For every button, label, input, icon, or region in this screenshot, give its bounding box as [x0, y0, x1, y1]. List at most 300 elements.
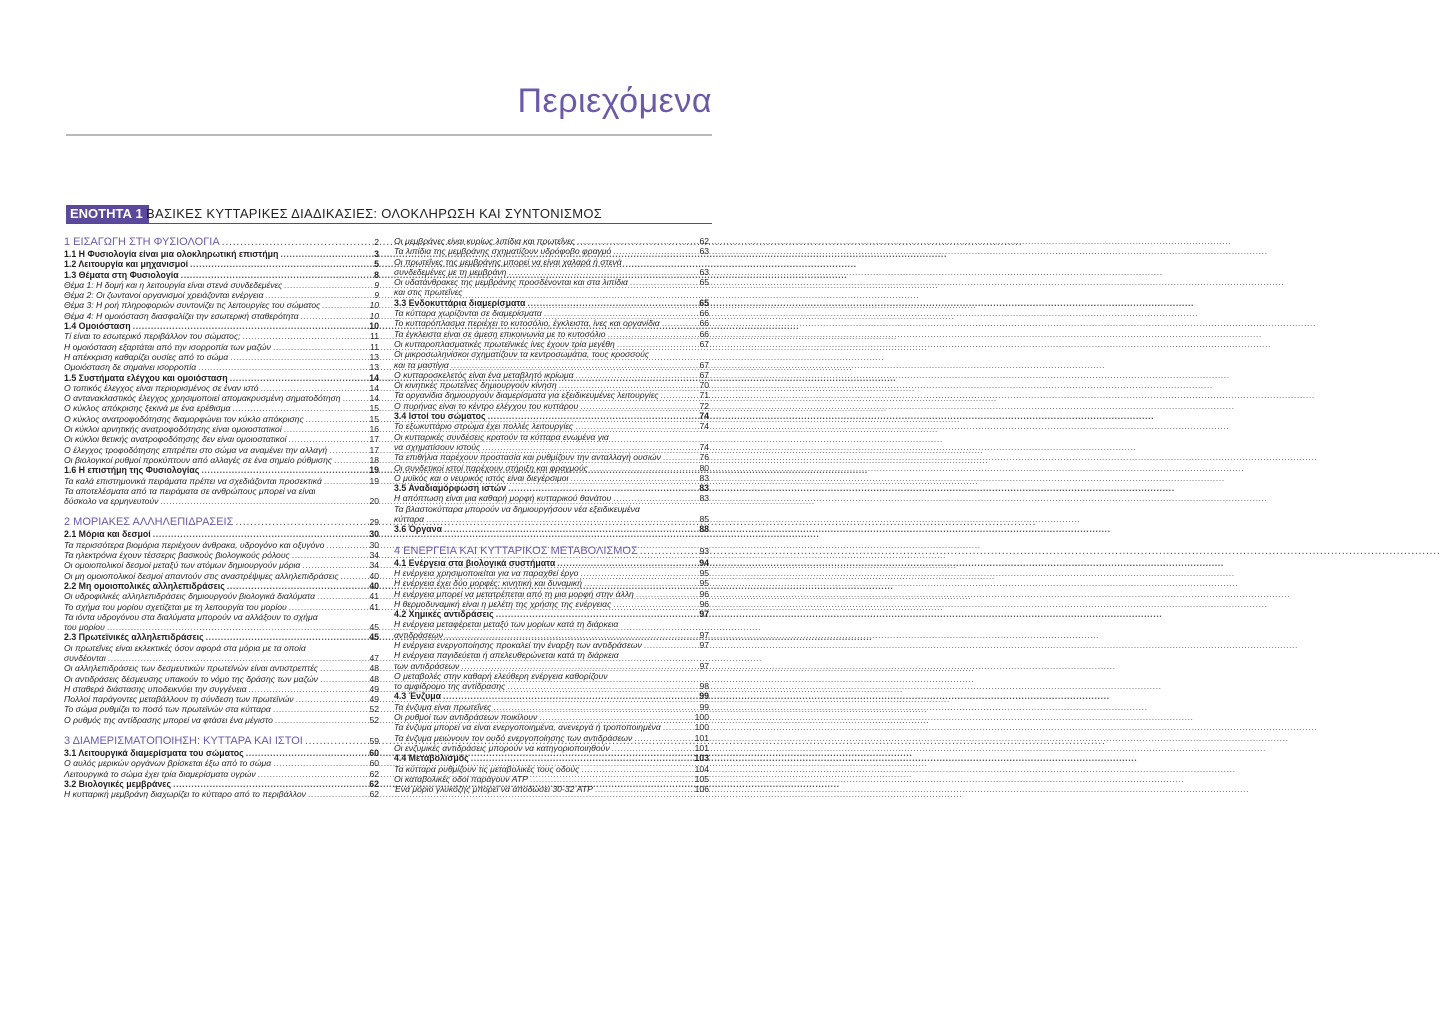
toc-entry-title: Οι μη ομοιοπολικοί δεσμοί απαντούν στις αναστρέψιμες αλληλεπιδράσεις: [64, 570, 339, 581]
toc-entry-page: 41: [369, 591, 379, 602]
dot-leader: [294, 694, 361, 704]
toc-entry-title: Τα κύτταρα χωρίζονται σε διαμερίσματα: [394, 308, 542, 319]
toc-entry-title: 4.4 Μεταβολισμός: [394, 753, 469, 764]
toc-entry-title: 4 ΕΝΕΡΓΕΙΑ ΚΑΙ ΚΥΤΤΑΡΙΚΟΣ ΜΕΤΑΒΟΛΙΣΜΟΣ: [394, 544, 638, 557]
toc-entry-section: [64, 529, 379, 539]
dot-leader: [303, 735, 361, 748]
toc-entry-page: 19: [369, 465, 379, 476]
dot-leader: [256, 769, 361, 779]
toc-entry-title: Η ενέργεια έχει δύο μορφές: κινητική και δυναμική: [394, 578, 582, 589]
toc-entry-sub: [394, 681, 709, 691]
toc-entry-title: Τα περισσότερα βιομόρια περιέχουν άνθρακα, υδρογόνο και οξυγόνο: [64, 539, 325, 550]
toc-entry-page: 34: [369, 550, 379, 561]
dot-leader: [278, 249, 361, 259]
toc-entry-title: Η κυτταρική μεμβράνη διαχωρίζει το κύτταρο από το περιβάλλον: [64, 789, 306, 800]
toc-entry-title: Τα ένζυμα μειώνουν τον ουδό ενεργοποίησης των αντιδράσεων: [394, 732, 633, 743]
toc-entry-title: Οι μικροσωληνίσκοι σχηματίζουν τα κεντροσωμάτια, τους κροσσούς: [394, 349, 650, 360]
toc-entry-title: Οι καταβολικές οδοί παράγουν ATP: [394, 773, 528, 784]
toc-entry-title: 2.1 Μόρια και δεσμοί: [64, 529, 151, 540]
toc-entry-title: Η θερμοδυναμική είναι η μελέτη της χρήσης της ενέργειας: [394, 598, 612, 609]
toc-entry-page: 40: [369, 570, 379, 581]
toc-entry-title: Οι ενζυμικές αντιδράσεις μπορούν να κατηγοριοποιηθούν: [394, 742, 610, 753]
toc-entry-title: 4.3 Ένζυμα: [394, 691, 442, 702]
dot-leader: [273, 715, 361, 725]
toc-entry-title: Τα ηλεκτρόνια έχουν τέσσερις βασικούς βιολογικούς ρόλους: [64, 550, 290, 561]
dot-leader: [525, 298, 691, 308]
toc-entry-title: αντιδράσεων: [394, 629, 443, 640]
toc-entry-page: 59: [369, 736, 379, 747]
toc-entry-sub: [394, 267, 709, 277]
toc-entry-sub: [64, 455, 379, 465]
toc-entry-sub: [394, 671, 709, 681]
toc-entry-sub: [394, 339, 709, 349]
toc-entry-sub: [64, 674, 379, 684]
toc-entry-title: Ο κύκλος απόκρισης ξεκινά με ένα ερέθισμα: [64, 403, 231, 414]
toc-entry-section: [64, 270, 379, 280]
dot-leader: [441, 691, 691, 701]
dot-leader: [486, 411, 691, 421]
toc-entry-title: 4.1 Ενέργεια στα βιολογικά συστήματα: [394, 557, 556, 568]
toc-entry-sub: [64, 612, 379, 622]
toc-entry-section: [64, 748, 379, 758]
toc-entry-title: Οι ρυθμοί των αντιδράσεων ποικίλουν: [394, 712, 538, 723]
toc-entry-title: Θέμα 1: Η δομή και η λειτουργία είναι στενά συνδεδεμένες: [64, 279, 283, 290]
toc-entry-title: Τα αποτελέσματα από τα πειράματα σε ανθρώπους μπορεί να είναι: [64, 485, 316, 496]
toc-entry-title: Οι πρωτεΐνες της μεμβράνης μπορεί να είναι χαλαρά ή στενά: [394, 256, 622, 267]
toc-entry-title: 1.1 Η Φυσιολογία είναι μια ολοκληρωτική επιστήμη: [64, 249, 279, 259]
dot-leader: [573, 370, 691, 380]
toc-entry-sub: [394, 640, 709, 650]
toc-entry-title: Τα ιόντα υδρογόνου στα διαλύματα μπορούν να αλλάξουν το σχήμα: [64, 611, 318, 622]
toc-entry-section: [394, 609, 709, 619]
toc-entry-page: 93: [699, 545, 709, 556]
toc-entry-page: 96: [699, 588, 709, 599]
dot-leader: [341, 393, 361, 403]
dot-leader: [228, 352, 361, 362]
toc-entry-title: Τα ένζυμα μπορεί να είναι ενεργοποιημένα, ανενεργά ή τροποποιημένα: [394, 722, 661, 733]
dot-leader: [449, 360, 691, 370]
toc-entry-title: Τί είναι το εσωτερικό περιβάλλον του σώματος;: [64, 331, 241, 342]
toc-entry-page: 15: [369, 413, 379, 424]
dot-leader: [459, 661, 691, 671]
toc-entry-chapter: [64, 516, 379, 529]
toc-entry-title: Τα ένζυμα είναι πρωτεΐνες: [394, 701, 492, 712]
toc-entry-sub: [394, 774, 709, 784]
toc-entry-page: 72: [699, 400, 709, 411]
toc-entry-page: 97: [699, 629, 709, 640]
toc-entry-sub: [64, 362, 379, 372]
toc-entry-page: 40: [369, 580, 379, 591]
dot-leader: [282, 424, 361, 434]
toc-entry-title: Τα κύτταρα ρυθμίζουν τις μεταβολικές τους οδούς: [394, 763, 580, 774]
dot-leader: [158, 496, 361, 506]
toc-entry-page: 101: [694, 742, 709, 753]
unit-header: [66, 205, 712, 224]
toc-entry-page: 97: [699, 609, 709, 620]
toc-entry-page: 49: [369, 683, 379, 694]
dot-leader: [259, 383, 361, 393]
dot-leader: [306, 789, 361, 799]
toc-entry-sub: [394, 702, 709, 712]
toc-entry-title: Ένα μόριο γλυκόζης μπορεί να αποδώσει 30-32 ATP: [394, 784, 593, 795]
toc-entry-sub: [394, 390, 709, 400]
toc-entry-title: Η απέκκριση καθαρίζει ουσίες από το σώμα: [64, 351, 229, 362]
toc-entry-sub: [64, 486, 379, 496]
toc-entry-title: 2 ΜΟΡΙΑΚΕΣ ΑΛΛΗΛΕΠΙΔΡΑΣΕΙΣ: [64, 516, 234, 529]
toc-entry-title: 3.5 Αναδιαμόρφωση ιστών: [394, 483, 507, 494]
toc-entry-page: 47: [369, 652, 379, 663]
toc-entry-title: 3.1 Λειτουργικά διαμερίσματα του σώματος: [64, 748, 244, 759]
dot-leader: [151, 529, 361, 539]
toc-entry-page: 10: [369, 310, 379, 321]
toc-entry-title: Τα καλά επιστημονικά πειράματα πρέπει να σχεδιάζονται προσεκτικά: [64, 475, 322, 486]
toc-entry-title: Τα λιπίδια της μεμβράνης σχηματίζουν υδρόφοβο φραγμό: [394, 246, 612, 257]
toc-entry-chapter: [394, 545, 709, 558]
dot-leader: [320, 300, 361, 310]
dot-leader: [642, 640, 691, 650]
toc-entry-title: δύσκολο να ερμηνευτούν: [64, 496, 159, 507]
toc-entry-sub: [394, 452, 709, 462]
toc-entry-sub: [64, 550, 379, 560]
toc-entry-page: 45: [369, 622, 379, 633]
toc-entry-page: 67: [699, 338, 709, 349]
toc-entry-sub: [394, 329, 709, 339]
toc-entry-sub: [394, 650, 709, 660]
toc-entry-page: 41: [369, 601, 379, 612]
toc-entry-page: 16: [369, 424, 379, 435]
toc-entry-title: Θέμα 4: Η ομοιόσταση διασφαλίζει την εσωτερική σταθερότητα: [64, 310, 299, 321]
dot-leader: [542, 308, 691, 318]
toc-entry-title: 1.4 Ομοιόσταση: [64, 321, 131, 332]
dot-leader: [632, 733, 691, 743]
toc-entry-title: Ομοιόσταση δε σημαίνει ισορροπία: [64, 362, 197, 373]
toc-entry-title: Ο τοπικός έλεγχος είναι περιορισμένος σε έναν ιστό: [64, 382, 259, 393]
dot-leader: [247, 684, 361, 694]
toc-entry-title: 4.2 Χημικές αντιδράσεις: [394, 609, 494, 620]
toc-entry-sub: [394, 370, 709, 380]
dot-leader: [271, 704, 361, 714]
toc-entry-page: 30: [369, 529, 379, 540]
toc-entry-title: Η ενέργεια χρησιμοποιείται για να παραχθεί έργο: [394, 567, 579, 578]
toc-entry-page: 62: [699, 236, 709, 246]
dot-leader: [575, 236, 691, 246]
toc-entry-page: 104: [694, 763, 709, 774]
toc-entry-page: 97: [699, 639, 709, 650]
dot-leader: [299, 311, 361, 321]
toc-entry-section: [394, 298, 709, 308]
toc-entry-title: Η ενέργεια παγιδεύεται ή απελευθερώνεται κατά τη διάρκεια: [394, 650, 619, 661]
toc-entry-page: 63: [699, 246, 709, 257]
toc-entry-page: 18: [369, 454, 379, 465]
dot-leader: [300, 560, 361, 570]
toc-entry-sub: [394, 493, 709, 503]
dot-leader: [506, 483, 691, 493]
dot-leader: [263, 290, 361, 300]
dot-leader: [660, 318, 691, 328]
dot-leader: [611, 246, 691, 256]
dot-leader: [579, 764, 691, 774]
toc-entry-sub: [64, 704, 379, 714]
dot-leader: [628, 277, 691, 287]
toc-entry-page: 70: [699, 380, 709, 391]
toc-entry-title: Θέμα 2: Οι ζωντανοί οργανισμοί χρειάζονται ενέργεια: [64, 290, 264, 301]
toc-entry-page: 52: [369, 704, 379, 715]
toc-entry-title: Ο αντανακλαστικός έλεγχος χρησιμοποιεί απομακρυσμένη σηματοδότηση: [64, 393, 341, 404]
toc-entry-page: 65: [699, 297, 709, 308]
toc-entry-sub: [394, 589, 709, 599]
toc-entry-title: 2.3 Πρωτεϊνικές αλληλεπιδράσεις: [64, 632, 204, 643]
dot-leader: [578, 568, 691, 578]
toc-entry-page: 3: [374, 249, 379, 259]
dot-leader: [588, 463, 691, 473]
dot-leader: [282, 280, 361, 290]
dot-leader: [611, 493, 691, 503]
toc-entry-sub: [64, 393, 379, 403]
dot-leader: [573, 421, 691, 431]
toc-entry-section: [64, 249, 379, 259]
toc-entry-title: Η ενέργεια μεταφέρεται μεταξύ των μορίων κατά τη διάρκεια: [394, 619, 619, 630]
dot-leader: [505, 681, 691, 691]
toc-entry-page: 99: [699, 691, 709, 702]
dot-leader: [199, 465, 361, 475]
toc-entry-title: 3.3 Ενδοκυττάρια διαμερίσματα: [394, 297, 526, 308]
dot-leader: [606, 329, 691, 339]
dot-leader: [339, 571, 361, 581]
toc-entry-topic: [64, 290, 379, 300]
toc-entry-sub: [394, 514, 709, 524]
toc-entry-page: 48: [369, 673, 379, 684]
unit-label: ΕΝΟΤΗΤΑ 1: [66, 205, 149, 223]
dot-leader: [230, 403, 361, 413]
toc-entry-title: 1 ΕΙΣΑΓΩΓΗ ΣΤΗ ΦΥΣΙΟΛΟΓΙΑ: [64, 236, 220, 248]
toc-entry-sub: [64, 769, 379, 779]
toc-entry-sub: [64, 715, 379, 725]
toc-entry-sub: [394, 360, 709, 370]
dot-leader: [304, 414, 361, 424]
toc-entry-sub: [394, 599, 709, 609]
toc-entry-page: 17: [369, 444, 379, 455]
toc-entry-title: Η σταθερά διάστασης υποδεικνύει την συγγένεια: [64, 683, 247, 694]
toc-entry-title: Οι βιολογικοί ρυθμοί προκύπτουν από αλλαγές σε ένα σημείο ρύθμισης: [64, 454, 333, 465]
toc-entry-page: 100: [694, 712, 709, 723]
toc-entry-title: Ο πυρήνας είναι το κέντρο ελέγχου του κυττάρου: [394, 400, 579, 411]
toc-entry-sub: [394, 661, 709, 671]
toc-entry-sub: [64, 434, 379, 444]
dot-leader: [491, 702, 691, 712]
toc-entry-title: Θέμα 3: Η ροή πληροφοριών συντονίζει τις λειτουργίες του σώματος: [64, 300, 321, 311]
toc-right-column: [394, 236, 709, 794]
toc-entry-title: Η ενέργεια ενεργοποίησης προκαλεί την έναρξη των αντιδράσεων: [394, 639, 642, 650]
toc-entry-page: 106: [694, 784, 709, 795]
toc-entry-page: 94: [699, 557, 709, 568]
toc-entry-sub: [394, 463, 709, 473]
toc-entry-page: 105: [694, 773, 709, 784]
toc-entry-page: 62: [369, 778, 379, 789]
toc-entry-sub: [64, 653, 379, 663]
toc-entry-title: Οι κυτταροπλασματικές πρωτεϊνικές ίνες έχουν τρία μεγέθη: [394, 338, 615, 349]
toc-entry-sub: [394, 473, 709, 483]
toc-entry-page: 95: [699, 567, 709, 578]
toc-entry-page: 63: [699, 266, 709, 277]
dot-leader: [332, 455, 361, 465]
unit-title: ΒΑΣΙΚΕΣ ΚΥΤΤΑΡΙΚΕΣ ΔΙΑΔΙΚΑΣΙΕΣ: ΟΛΟΚΛΗΡΩΣΗ ΚΑΙ ΣΥΝΤΟΝΙΣΜΟΣ: [146, 206, 603, 221]
dot-leader: [287, 602, 361, 612]
toc-entry-section: [394, 558, 709, 568]
toc-entry-sub: [394, 257, 709, 267]
toc-entry-section: [394, 483, 709, 493]
toc-entry-sub: [64, 352, 379, 362]
dot-leader: [324, 540, 361, 550]
dot-leader: [327, 445, 361, 455]
toc-entry-sub: [394, 630, 709, 640]
toc-entry-page: 11: [370, 341, 379, 352]
toc-entry-title: Οι μεμβράνες είναι κυρίως λιπίδια και πρωτεΐνες: [394, 236, 575, 246]
toc-entry-sub: [394, 784, 709, 794]
title-divider: [66, 134, 712, 136]
dot-leader: [634, 589, 691, 599]
toc-entry-title: Οι κύκλοι θετικής ανατροφοδότησης δεν είναι ομοιοστατικοί: [64, 434, 287, 445]
toc-entry-page: 99: [699, 701, 709, 712]
toc-entry-page: 65: [699, 277, 709, 288]
toc-entry-sub: [394, 380, 709, 390]
dot-leader: [610, 743, 691, 753]
toc-entry-title: 1.3 Θέματα στη Φυσιολογία: [64, 269, 179, 280]
toc-entry-title: συνδεδεμένες με τη μεμβράνη: [394, 266, 507, 277]
toc-entry-page: 83: [699, 483, 709, 494]
toc-entry-title: των αντιδράσεων: [394, 660, 460, 671]
toc-entry-title: Οι αντιδράσεις δέσμευσης υπακούν το νόμο της δράσης των μαζών: [64, 673, 318, 684]
toc-entry-title: 3.6 Όργανα: [394, 524, 442, 535]
dot-leader: [244, 748, 361, 758]
toc-entry-page: 13: [369, 362, 379, 373]
toc-entry-sub: [394, 619, 709, 629]
toc-entry-page: 11: [370, 331, 379, 342]
dot-leader: [568, 473, 691, 483]
toc-entry-section: [394, 691, 709, 701]
toc-entry-sub: [394, 349, 709, 359]
page-title: Περιεχόμενα: [517, 82, 712, 120]
toc-entry-page: 74: [699, 441, 709, 452]
dot-leader: [287, 434, 361, 444]
dot-leader: [611, 599, 691, 609]
toc-entry-title: Ο ρυθμός της αντίδρασης μπορεί να φτάσει ένα μέγιστο: [64, 714, 273, 725]
toc-entry-page: 8: [374, 269, 379, 280]
toc-entry-title: Πολλοί παράγοντες μεταβάλλουν τη σύνδεση των πρωτεϊνών: [64, 694, 294, 705]
dot-leader: [228, 373, 361, 383]
toc-entry-page: 34: [369, 560, 379, 571]
toc-entry-sub: [64, 663, 379, 673]
toc-entry-sub: [394, 432, 709, 442]
toc-entry-sub: [394, 442, 709, 452]
toc-entry-sub: [64, 383, 379, 393]
toc-entry-section: [64, 581, 379, 591]
dot-leader: [233, 516, 361, 529]
toc-entry-title: Οι κινητικές πρωτεΐνες δημιουργούν κίνηση: [394, 380, 557, 391]
dot-leader: [555, 558, 691, 568]
toc-entry-title: Το σώμα ρυθμίζει το ποσό των πρωτεϊνών στα κύτταρα: [64, 704, 271, 715]
toc-entry-title: Ο μεταβολές στην καθαρή ελεύθερη ενέργεια καθορίζουν: [394, 670, 608, 681]
toc-entry-page: 62: [369, 768, 379, 779]
dot-leader: [105, 622, 361, 632]
toc-entry-page: 5: [374, 259, 379, 270]
toc-entry-section: [394, 411, 709, 421]
toc-entry-title: 1.6 Η επιστήμη της Φυσιολογίας: [64, 465, 200, 476]
toc-entry-title: Οι πρωτεΐνες είναι εκλεκτικές όσον αφορά στα μόρια με τα οποία: [64, 642, 306, 653]
toc-entry-title: Το εξωκυττάριο στρώμα έχει πολλές λειτουργίες: [394, 421, 574, 432]
dot-leader: [204, 632, 361, 642]
toc-entry-title: 3.2 Βιολογικές μεμβράνες: [64, 778, 172, 789]
toc-entry-title: το αμφίδρομο της αντίδρασης: [394, 681, 506, 692]
dot-leader: [271, 342, 361, 352]
toc-entry-title: Το κυτταρόπλασμα περιέχει το κυτοσόλιο, έγκλειστα, ίνες και οργανίδια: [394, 318, 660, 329]
toc-entry-page: 66: [699, 328, 709, 339]
dot-leader: [241, 331, 361, 341]
dot-leader: [506, 267, 691, 277]
toc-entry-section: [64, 779, 379, 789]
toc-entry-section: [64, 373, 379, 383]
dot-leader: [171, 779, 361, 789]
toc-entry-sub: [394, 743, 709, 753]
toc-entry-title: Τα βλαστοκύτταρα μπορούν να δημιουργήσουν νέα εξειδικευμένα: [394, 503, 640, 514]
dot-leader: [424, 514, 691, 524]
toc-entry-title: Ο αυλός μερικών οργάνων βρίσκεται έξω από το σώμα: [64, 758, 272, 769]
toc-entry-title: Οι υδατάνθρακες της μεμβράνης προσδένονται και στα λιπίδια: [394, 277, 628, 288]
dot-leader: [131, 321, 361, 331]
toc-entry-sub: [64, 694, 379, 704]
toc-entry-page: 60: [369, 758, 379, 769]
toc-entry-page: 67: [699, 369, 709, 380]
toc-entry-sub: [394, 712, 709, 722]
toc-entry-title: 1.5 Συστήματα ελέγχου και ομοιόσταση: [64, 372, 228, 383]
toc-entry-sub: [394, 246, 709, 256]
toc-entry-title: και στις πρωτεΐνες: [394, 287, 463, 298]
toc-entry-title: Ο κυτταροσκελετός είναι ένα μεταβλητό ικρίωμα: [394, 369, 574, 380]
toc-entry-section: [64, 465, 379, 475]
toc-entry-sub: [394, 236, 709, 246]
toc-entry-title: κύτταρα: [394, 514, 425, 525]
dot-leader: [557, 380, 691, 390]
toc-entry-page: 30: [369, 539, 379, 550]
toc-entry-sub: [64, 758, 379, 768]
dot-leader: [582, 578, 691, 588]
toc-entry-sub: [394, 287, 709, 297]
dot-leader: [661, 452, 691, 462]
toc-entry-section: [394, 753, 709, 763]
toc-entry-page: 48: [369, 663, 379, 674]
toc-entry-title: Τα έγκλειστα είναι σε άμεση επικοινωνία με το κυτοσόλιο: [394, 328, 606, 339]
toc-entry-page: 10: [369, 321, 379, 332]
dot-leader: [196, 362, 361, 372]
dot-leader: [494, 609, 691, 619]
toc-entry-page: 97: [699, 660, 709, 671]
toc-entry-title: Ο έλεγχος τροφοδότησης επιτρέπει στο σώμα να αναμένει την αλλαγή: [64, 444, 328, 455]
toc-entry-sub: [64, 342, 379, 352]
toc-entry-page: 100: [694, 722, 709, 733]
toc-entry-page: 20: [369, 496, 379, 507]
dot-leader: [271, 758, 361, 768]
toc-entry-sub: [394, 401, 709, 411]
toc-entry-page: 74: [699, 411, 709, 422]
toc-entry-page: 80: [699, 462, 709, 473]
dot-leader: [638, 545, 691, 558]
dot-leader: [322, 476, 361, 486]
toc-entry-page: 66: [699, 308, 709, 319]
dot-leader: [615, 339, 691, 349]
toc-entry-sub: [394, 318, 709, 328]
toc-entry-page: 15: [369, 403, 379, 414]
dot-leader: [315, 591, 361, 601]
toc-entry-page: 103: [694, 753, 709, 764]
